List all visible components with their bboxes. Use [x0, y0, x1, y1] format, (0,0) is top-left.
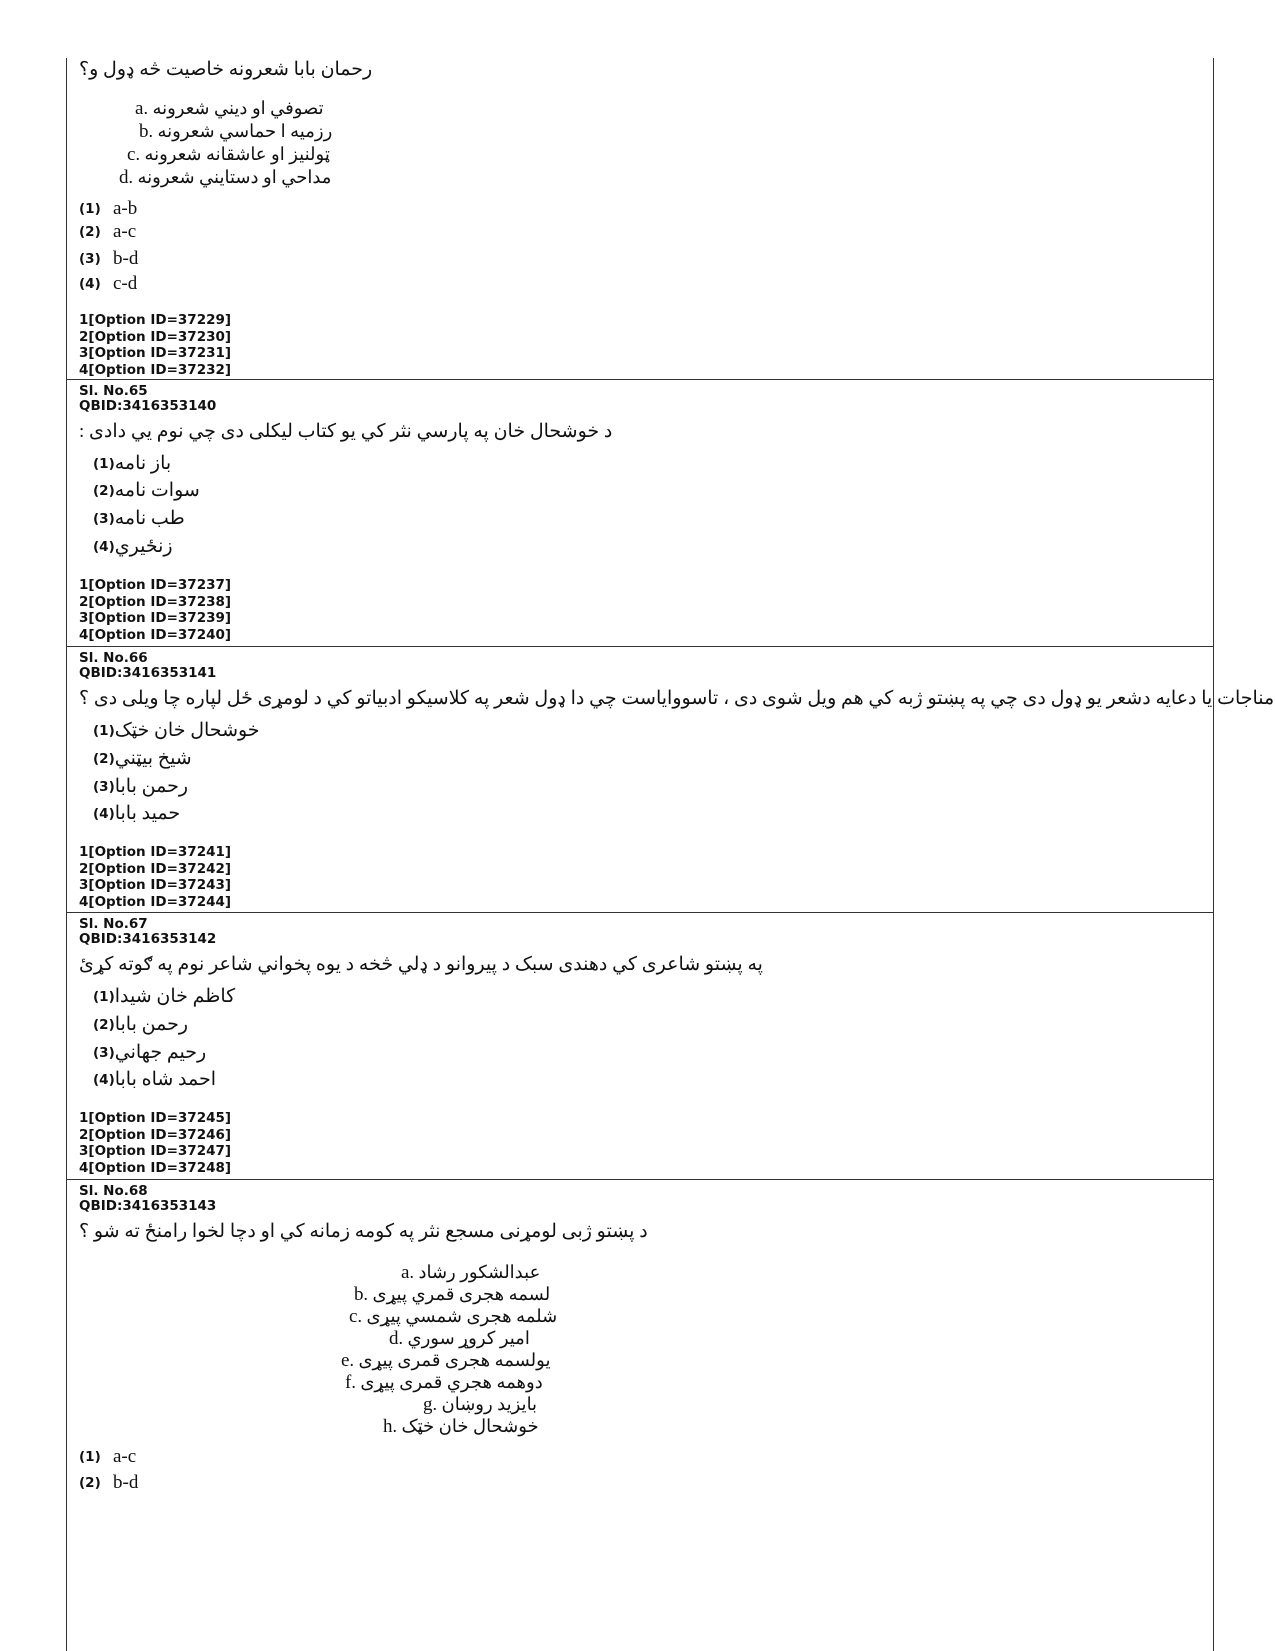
option-id: 2[Option ID=37246] [79, 1126, 232, 1143]
option-number: (3) [93, 510, 115, 527]
statement-e: e. يولسمه هجری قمری پيړی [341, 1350, 551, 1371]
option-id: 4[Option ID=37240] [79, 626, 232, 643]
option-ids [79, 312, 231, 378]
option-ids [79, 1110, 231, 1176]
option-2 [79, 221, 136, 243]
option-number: (3) [93, 778, 115, 795]
option-text: سوات نامه [114, 480, 200, 501]
question-block-66 [67, 647, 1275, 913]
statement-text: تصوفي او ديني شعرونه [152, 98, 324, 118]
option-text: c-d [113, 273, 138, 294]
option-2 [79, 1472, 138, 1494]
statement-text: رزميه ا حماسي شعرونه [157, 121, 333, 141]
option-number: (2) [93, 482, 115, 499]
option-2 [79, 747, 192, 770]
statement-text: خوشحال خان خټک [401, 1416, 539, 1436]
option-id: 3[Option ID=37231] [79, 345, 232, 361]
question-text: مناجات يا دعايه دشعر يو ډول دی چي په پښتو ژبه کي هم ويل شوی دی ، تاسوواياست چي دا ډول شعر په کلاسيکو ادبياتو کي د لومړی ځل لپاره چا ويلی دی ؟ [79, 688, 1275, 709]
statement-a: a. عبدالشکور رشاد [401, 1262, 541, 1283]
option-id: 4[Option ID=37244] [79, 893, 232, 910]
statement-letter: h [383, 1416, 393, 1437]
option-1 [79, 452, 171, 475]
statement-letter: g [423, 1394, 433, 1415]
option-ids [79, 844, 231, 910]
question-meta [67, 647, 1213, 681]
option-text: کاظم خان شيدا [114, 986, 236, 1007]
statement-letter: a [135, 98, 144, 119]
option-text: طب نامه [114, 508, 185, 529]
option-number: (2) [79, 1475, 101, 1491]
question-meta [67, 913, 1213, 947]
option-3 [79, 248, 138, 270]
option-3 [79, 775, 188, 798]
qbid: QBID:3416353142 [79, 931, 217, 947]
option-id: 2[Option ID=37230] [79, 328, 232, 345]
statement-c: c. شلمه هجری شمسي پيړی [349, 1306, 558, 1327]
option-id: 4[Option ID=37248] [79, 1159, 232, 1176]
option-text: b-d [113, 1472, 139, 1493]
option-id: 1[Option ID=37229] [79, 312, 232, 328]
option-number: (3) [93, 1044, 115, 1061]
option-number: (1) [93, 988, 115, 1005]
serial-number: Sl. No.65 [79, 383, 148, 399]
qbid: QBID:3416353141 [79, 665, 217, 681]
question-text: رحمان بابا شعرونه خاصيت څه ډول و؟ [79, 59, 373, 80]
option-number: (4) [93, 1071, 115, 1088]
option-text: a-c [113, 221, 137, 242]
question-text: د خوشحال خان په پارسي نثر کي يو کتاب ليکلی دی چي نوم يي دادی : [79, 421, 613, 442]
option-4 [79, 273, 137, 295]
option-id: 1[Option ID=37241] [79, 844, 232, 860]
statement-letter: e [341, 1350, 350, 1371]
option-text: رحيم جهاني [114, 1042, 207, 1063]
statement-letter: b [354, 1284, 364, 1305]
statement-letter: d [119, 167, 129, 188]
option-id: 4[Option ID=37232] [79, 361, 232, 378]
option-text: حميد بابا [114, 803, 181, 824]
statement-text: عبدالشکور رشاد [418, 1262, 541, 1282]
statement-letter: f [345, 1372, 352, 1393]
option-number: (2) [79, 224, 101, 240]
option-text: باز نامه [114, 453, 172, 474]
option-1 [79, 1446, 136, 1468]
question-text: د پښتو ژبی لومړنی مسجع نثر په کومه زمانه کي او دچا لخوا رامنځ ته شو ؟ [79, 1221, 648, 1242]
statement-text: شلمه هجری شمسي پيړی [366, 1306, 558, 1326]
option-id: 3[Option ID=37239] [79, 610, 232, 626]
statement-h: h. خوشحال خان خټک [383, 1416, 539, 1437]
question-meta [67, 1180, 1213, 1214]
statement-text: يولسمه هجری قمری پيړی [358, 1350, 551, 1370]
statement-text: ټولنيز او عاشقانه شعرونه [144, 144, 330, 164]
option-id: 1[Option ID=37245] [79, 1110, 232, 1126]
option-number: (1) [79, 1449, 101, 1465]
serial-number: Sl. No.68 [79, 1183, 148, 1199]
option-4 [79, 802, 180, 825]
option-text: رحمن بابا [114, 1014, 189, 1035]
option-4 [79, 535, 173, 558]
option-number: (1) [79, 201, 101, 217]
option-id: 2[Option ID=37238] [79, 593, 232, 610]
option-number: (1) [93, 722, 115, 739]
statement-letter: c [127, 144, 136, 165]
statement-text: لسمه هجری قمري پيړی [372, 1284, 551, 1304]
statement-b: b. رزميه ا حماسي شعرونه [139, 121, 333, 142]
option-text: احمد شاه بابا [114, 1069, 217, 1090]
qbid: QBID:3416353143 [79, 1198, 217, 1214]
statement-f: f. دوهمه هجري قمری پيړی [345, 1372, 543, 1393]
question-block-68 [67, 1180, 1213, 1580]
statement-d: d. امير کروړ سوري [389, 1328, 530, 1349]
statement-text: امير کروړ سوري [407, 1328, 530, 1348]
qbid: QBID:3416353140 [79, 398, 217, 414]
question-meta [67, 380, 1213, 414]
question-block-65 [67, 380, 1213, 647]
question-block-64 [67, 58, 1213, 380]
option-ids [79, 577, 231, 643]
option-3 [79, 1041, 206, 1064]
option-4 [79, 1068, 216, 1091]
option-2 [79, 1013, 188, 1036]
option-number: (3) [79, 251, 101, 267]
statement-text: دوهمه هجري قمری پيړی [360, 1372, 543, 1392]
option-id: 1[Option ID=37237] [79, 577, 232, 593]
statement-g: g. بايزيد روښان [423, 1394, 538, 1415]
option-id: 2[Option ID=37242] [79, 860, 232, 877]
option-number: (4) [79, 276, 101, 292]
option-1 [79, 985, 235, 1008]
option-id: 3[Option ID=37247] [79, 1143, 232, 1159]
option-text: زنځيري [114, 536, 173, 557]
option-1 [79, 198, 137, 220]
statement-b: b. لسمه هجری قمري پيړی [354, 1284, 551, 1305]
option-number: (1) [93, 455, 115, 472]
statement-letter: b [139, 121, 149, 142]
option-text: رحمن بابا [114, 776, 189, 797]
option-2 [79, 479, 200, 502]
question-text: په پښتو شاعری کي دهندی سبک د پيروانو د ډلي څخه د يوه پخواني شاعر نوم په ګوته کړئ [79, 954, 763, 975]
option-text: b-d [113, 248, 139, 269]
statement-letter: c [349, 1306, 358, 1327]
option-text: a-c [113, 1446, 137, 1467]
option-text: خوشحال خان خټک [114, 720, 260, 741]
option-number: (4) [93, 538, 115, 555]
statement-text: بايزيد روښان [441, 1394, 538, 1414]
option-number: (2) [93, 750, 115, 767]
statement-text: مداحي او دستايني شعرونه [137, 167, 332, 187]
option-3 [79, 507, 185, 530]
serial-number: Sl. No.66 [79, 650, 148, 666]
statement-c: c. ټولنيز او عاشقانه شعرونه [127, 144, 330, 165]
question-paper [66, 58, 1275, 1651]
statement-d: d. مداحي او دستايني شعرونه [119, 167, 332, 188]
statement-letter: d [389, 1328, 399, 1349]
question-block-67 [67, 913, 1213, 1180]
option-number: (2) [93, 1016, 115, 1033]
statement-letter: a [401, 1262, 410, 1283]
option-text: a-b [113, 198, 138, 219]
option-number: (4) [93, 805, 115, 822]
option-text: شيخ بيټني [114, 748, 192, 769]
serial-number: Sl. No.67 [79, 916, 148, 932]
statement-a: a. تصوفي او ديني شعرونه [135, 98, 324, 119]
option-1 [79, 719, 260, 742]
option-id: 3[Option ID=37243] [79, 877, 232, 893]
